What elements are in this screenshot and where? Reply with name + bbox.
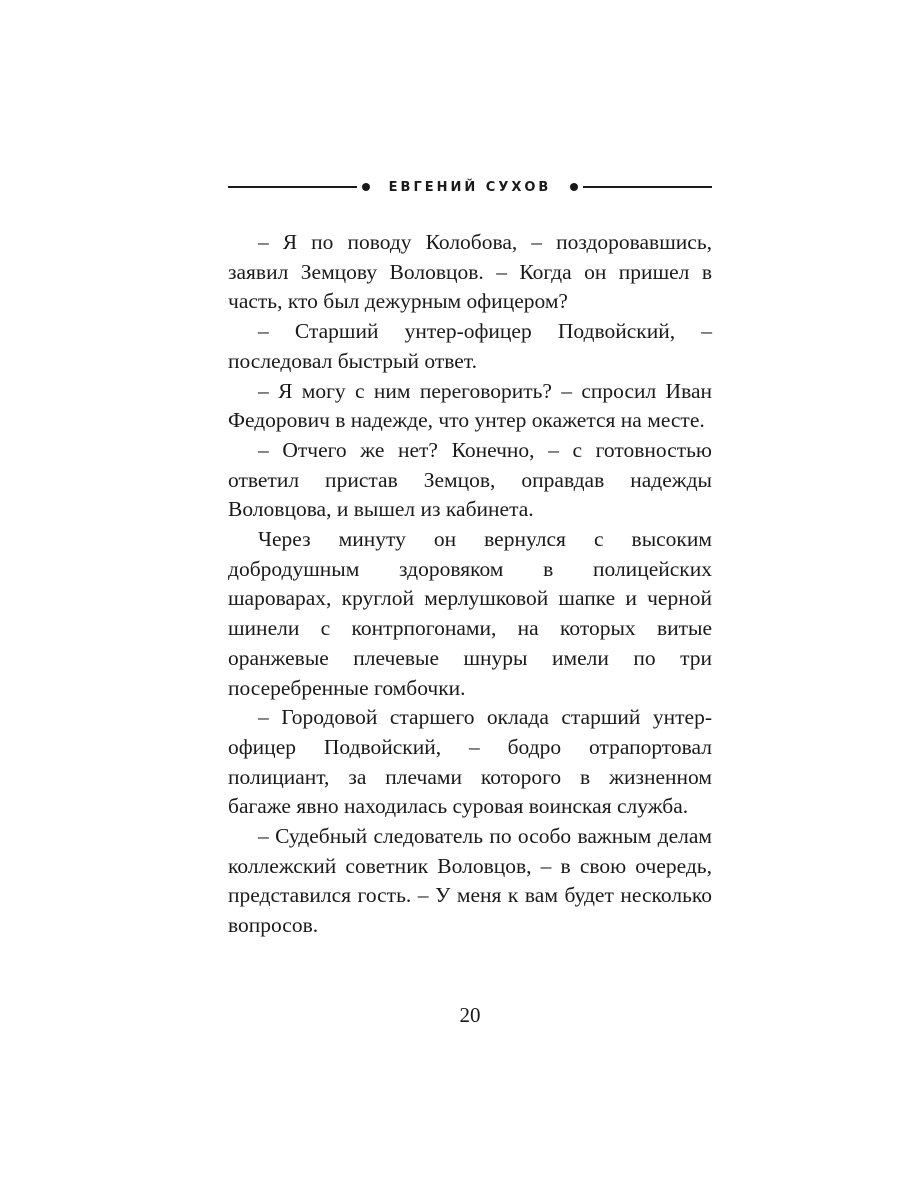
- body-text: [228, 228, 712, 941]
- paragraph: – Судебный следователь по особо важным делам коллежский советник Воловцов, – в свою очередь, представился гость. – У меня к вам будет несколько вопросов.: [228, 824, 712, 938]
- header-rule-left: [228, 186, 357, 188]
- paragraph: – Городовой старшего оклада старший унтер-офицер Подвойский, – бодро отрапортовал полициант, за плечами которого в жизненном багаже явно находилась суровая воинская служба.: [228, 705, 712, 819]
- paragraph: – Старший унтер-офицер Подвойский, – последовал быстрый ответ.: [228, 319, 712, 373]
- header-dot-left: [362, 183, 370, 191]
- page-number: 20: [459, 1003, 481, 1027]
- header-dot-right: [570, 183, 578, 191]
- running-header: [228, 174, 712, 200]
- header-rule-right: [583, 186, 712, 188]
- paragraph: – Отчего же нет? Конечно, – с готовностью ответил пристав Земцов, оправдав надежды Воловцова, и вышел из кабинета.: [228, 437, 712, 522]
- paragraph: – Я по поводу Колобова, – поздоровавшись, заявил Земцову Воловцов. – Когда он пришел в часть, кто был дежурным офицером?: [228, 230, 712, 314]
- paragraph: Через минуту он вернулся с высоким добродушным здоровяком в полицейских шароварах, круглой мерлушковой шапке и черной шинели с контрпогонами, на которых витые оранжевые плечевые шнуры имели по три посеребренные гомбочки.: [228, 527, 712, 700]
- running-title: ЕВГЕНИЙ СУХОВ: [388, 179, 552, 195]
- paragraph: – Я могу с ним переговорить? – спросил Иван Федорович в надежде, что унтер окажется на месте.: [228, 378, 712, 433]
